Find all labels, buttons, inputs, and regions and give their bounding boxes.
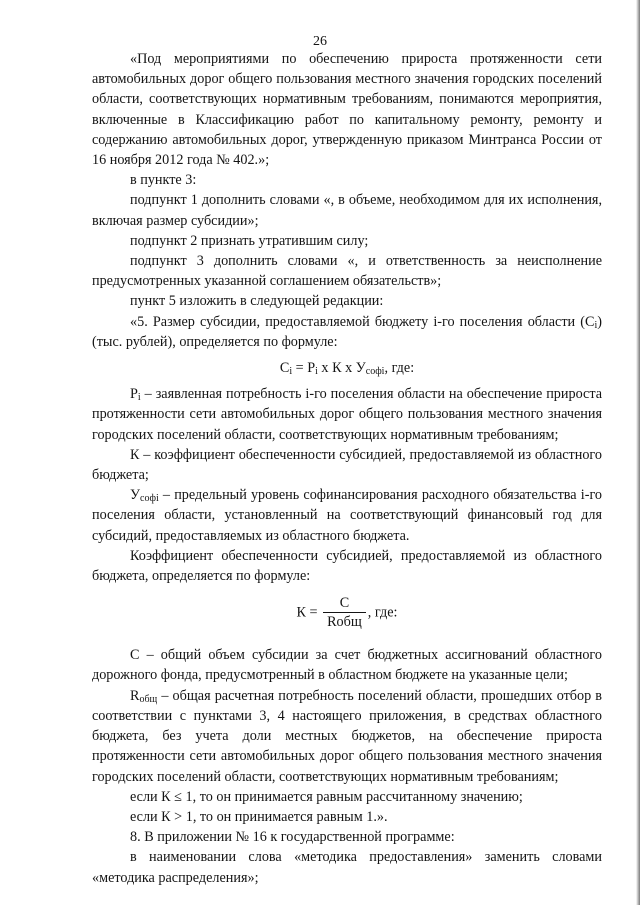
paragraph-title-change: в наименовании слова «методика предоставления» заменить словами «методика распределения»;: [92, 849, 602, 886]
definition-c: С – общий объем субсидии за счет бюджетных ассигнований областного дорожного фонда, предусмотренный в областном бюджете на указанные цели;: [92, 647, 602, 684]
paragraph-subpoint-1: подпункт 1 дополнить словами «, в объеме, необходимом для их исполнения, включая размер субсидии»;: [92, 192, 602, 229]
condition-k-le-1: если К ≤ 1, то он принимается равным рассчитанному значению;: [130, 788, 523, 805]
paragraph-coefficient-intro: Коэффициент обеспеченности субсидией, предоставляемой из областного бюджета, определяется по формуле:: [92, 547, 602, 585]
fraction-numerator: С: [339, 595, 350, 612]
scan-edge-shadow: [636, 0, 640, 905]
definition-p: $Р_i$ – заявленная потребность i-го поселения области на обеспечение прироста протяженности сети автомобильных дорог общего пользования местного значения городских поселений области, соответствующих нормативным требованиям;: [92, 386, 602, 443]
paragraph-appendix-16: 8. В приложении № 16 к государственной программе:: [130, 829, 455, 846]
paragraph-subpoint-2: подпункт 2 признать утратившим силу;: [130, 232, 369, 249]
paragraph-definition-measures: «Под мероприятиями по обеспечению прироста протяженности сети автомобильных дорог общего пользования местного значения городских поселений области, соответствующих нормативным требованиям, понимаются мероприятия, включенные в Классификацию работ по капитальному ремонту, ремонту и содержанию автомобильных дорог, утвержденную приказом Минтранса России от 16 ноября 2012 года № 402.»;: [92, 51, 602, 169]
formula-subsidy: $С_i = Р_i$ x К x $У_{софi}$, где:: [279, 360, 415, 378]
page-number: 26: [313, 34, 327, 49]
definition-r: $R_{общ}$ – общая расчетная потребность поселений области, прошедших отбор в соответствии с пунктами 3, 4 настоящего приложения, в средствах областного бюджета, без учета доли местных бюджетов, на обеспечение прироста протяженности сети автомобильных дорог общего пользования местного значения городских поселений области, соответствующих нормативным требованиям;: [92, 687, 602, 785]
paragraph-subsidy-size: «5. Размер субсидии, предоставляемой бюджету i-го поселения области $(С_i)$ (тыс. рублей), определяется по формуле:: [92, 313, 602, 350]
paragraph-point-5: пункт 5 изложить в следующей редакции:: [130, 293, 384, 310]
condition-k-gt-1: если К > 1, то он принимается равным 1.».: [130, 808, 388, 825]
definition-u: $У_{софi}$ – предельный уровень софинансирования расходного обязательства i-го поселения области, установленный на соответствующий финансовый год для субсидий, предоставляемых из областного бюджета.: [92, 487, 602, 544]
paragraph-subpoint-3: подпункт 3 дополнить словами «, и ответственность за неисполнение предусмотренных указанной соглашением обязательств»;: [92, 253, 602, 290]
formula-coefficient: К = $\frac{С}{\text{Rобщ}}$ , где:: [296, 595, 398, 631]
paragraph-point-3: в пункте 3:: [130, 172, 197, 189]
definition-k: К – коэффициент обеспеченности субсидией, предоставляемой из областного бюджета;: [92, 446, 602, 484]
fraction: [323, 595, 366, 631]
fraction-denominator: Rобщ: [323, 612, 366, 631]
document-body: [92, 49, 602, 888]
